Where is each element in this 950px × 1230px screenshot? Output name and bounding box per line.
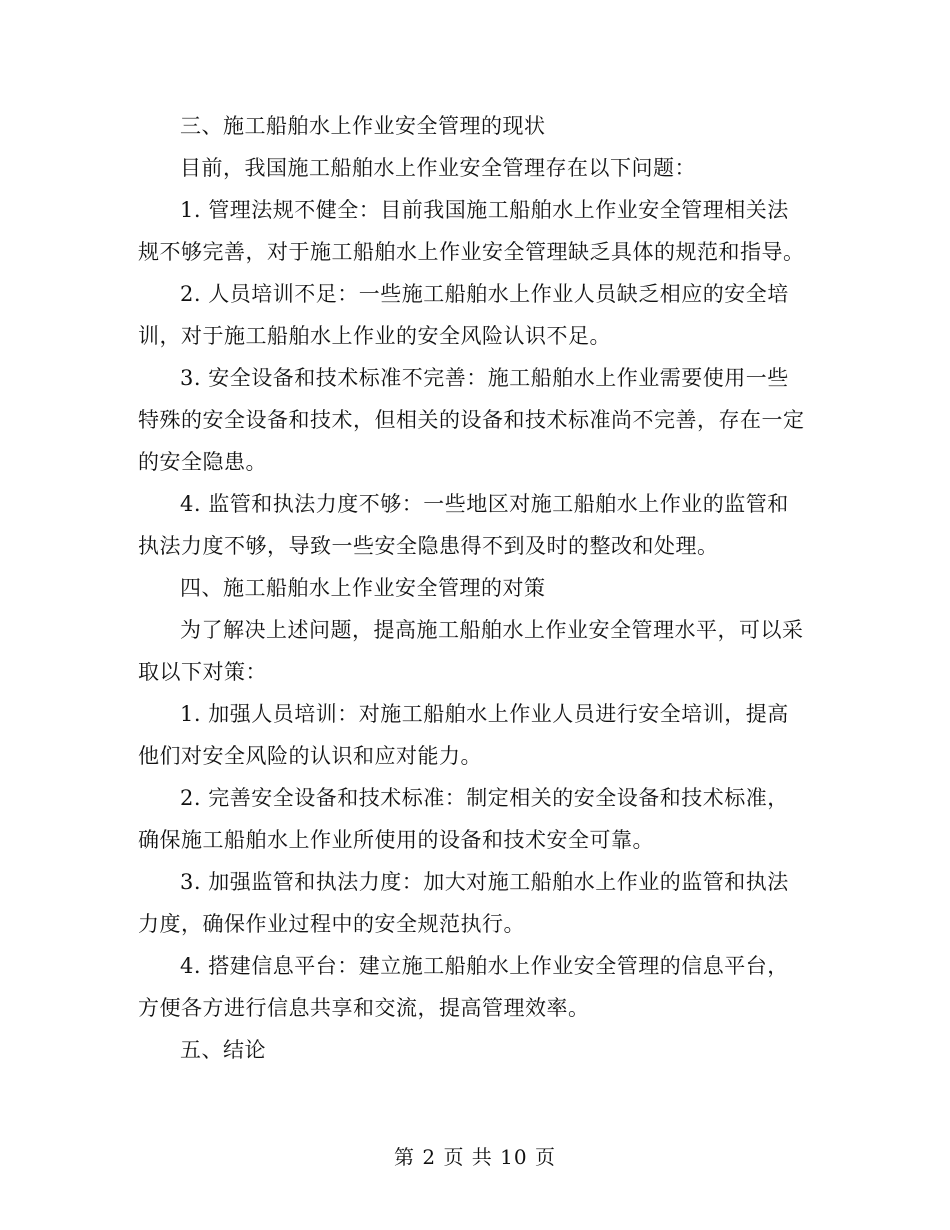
paragraph-intro-problems: 目前，我国施工船舶水上作业安全管理存在以下问题： (180, 156, 696, 180)
problem-item-2: 2. 人员培训不足：一些施工船舶水上作业人员缺乏相应的安全培训，对于施工船舶水上作业的安全风险认识不足。 (138, 282, 789, 348)
measure-item-2: 2. 完善安全设备和技术标准：制定相关的安全设备和技术标准，确保施工船舶水上作业所使用的设备和技术安全可靠。 (138, 786, 789, 852)
section-heading-measures: 四、施工船舶水上作业安全管理的对策 (180, 576, 546, 600)
problem-item-3: 3. 安全设备和技术标准不完善：施工船舶水上作业需要使用一些特殊的安全设备和技术，但相关的设备和技术标准尚不完善，存在一定的安全隐患。 (138, 366, 805, 474)
measure-item-1: 1. 加强人员培训：对施工船舶水上作业人员进行安全培训，提高他们对安全风险的认识和应对能力。 (138, 702, 789, 768)
problem-item-4: 4. 监管和执法力度不够：一些地区对施工船舶水上作业的监管和执法力度不够，导致一些安全隐患得不到及时的整改和处理。 (138, 492, 789, 558)
section-heading-status: 三、施工船舶水上作业安全管理的现状 (180, 114, 546, 138)
paragraph-intro-measures: 为了解决上述问题，提高施工船舶水上作业安全管理水平，可以采取以下对策： (138, 618, 804, 684)
measure-item-3: 3. 加强监管和执法力度：加大对施工船舶水上作业的监管和执法力度，确保作业过程中的安全规范执行。 (138, 870, 789, 936)
page-number-label: 第 2 页 共 10 页 (394, 1145, 556, 1169)
page-footer (0, 1142, 950, 1172)
section-heading-conclusion: 五、结论 (180, 1038, 266, 1062)
problem-item-1: 1. 管理法规不健全：目前我国施工船舶水上作业安全管理相关法规不够完善，对于施工船舶水上作业安全管理缺乏具体的规范和指导。 (138, 198, 805, 264)
document-body (138, 105, 810, 1071)
measure-item-4: 4. 搭建信息平台：建立施工船舶水上作业安全管理的信息平台，方便各方进行信息共享和交流，提高管理效率。 (138, 954, 789, 1020)
